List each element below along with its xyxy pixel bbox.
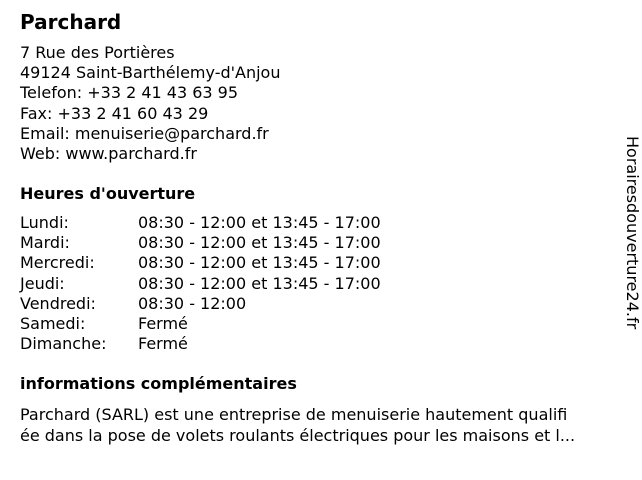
time-value: Fermé (138, 314, 188, 334)
description-line1: Parchard (SARL) est une entreprise de menuiserie hautement qualifi (20, 405, 568, 424)
time-value: Fermé (138, 334, 188, 354)
contact-block (20, 43, 280, 164)
day-label: Mardi: (20, 233, 70, 253)
hours-row-tuesday (20, 233, 381, 253)
hours-row-friday (20, 294, 381, 314)
day-label: Vendredi: (20, 293, 96, 313)
time-value: 08:30 - 12:00 et 13:45 - 17:00 (138, 253, 381, 273)
hours-row-monday (20, 213, 381, 233)
hours-row-wednesday (20, 253, 381, 273)
day-label: Dimanche: (20, 334, 107, 354)
day-label: Samedi: (20, 314, 86, 334)
fax-text: Fax: +33 2 41 60 43 29 (20, 103, 209, 123)
site-watermark: Horairesdouverture24.fr (623, 136, 642, 330)
phone-text: Telefon: +33 2 41 43 63 95 (20, 83, 239, 103)
day-label: Jeudi: (20, 273, 65, 293)
description-line2: ée dans la pose de volets roulants électriques pour les maisons et l... (20, 425, 576, 445)
time-value: 08:30 - 12:00 et 13:45 - 17:00 (138, 213, 381, 232)
day-label: Lundi: (20, 213, 69, 232)
email-text: Email: menuiserie@parchard.fr (20, 123, 269, 143)
time-value: 08:30 - 12:00 et 13:45 - 17:00 (138, 273, 381, 293)
hours-row-saturday (20, 314, 381, 334)
day-label: Mercredi: (20, 253, 95, 273)
business-description (20, 405, 630, 446)
hours-row-sunday (20, 334, 381, 354)
address-line1: 7 Rue des Portières (20, 43, 175, 62)
web-text: Web: www.parchard.fr (20, 144, 197, 164)
hours-list (20, 213, 381, 354)
hours-row-thursday (20, 274, 381, 294)
address-line2: 49124 Saint-Barthélemy-d'Anjou (20, 63, 281, 83)
hours-heading: Heures d'ouverture (20, 184, 196, 203)
time-value: 08:30 - 12:00 et 13:45 - 17:00 (138, 233, 381, 253)
business-name: Parchard (20, 10, 122, 34)
info-heading: informations complémentaires (20, 374, 297, 393)
time-value: 08:30 - 12:00 (138, 293, 247, 313)
